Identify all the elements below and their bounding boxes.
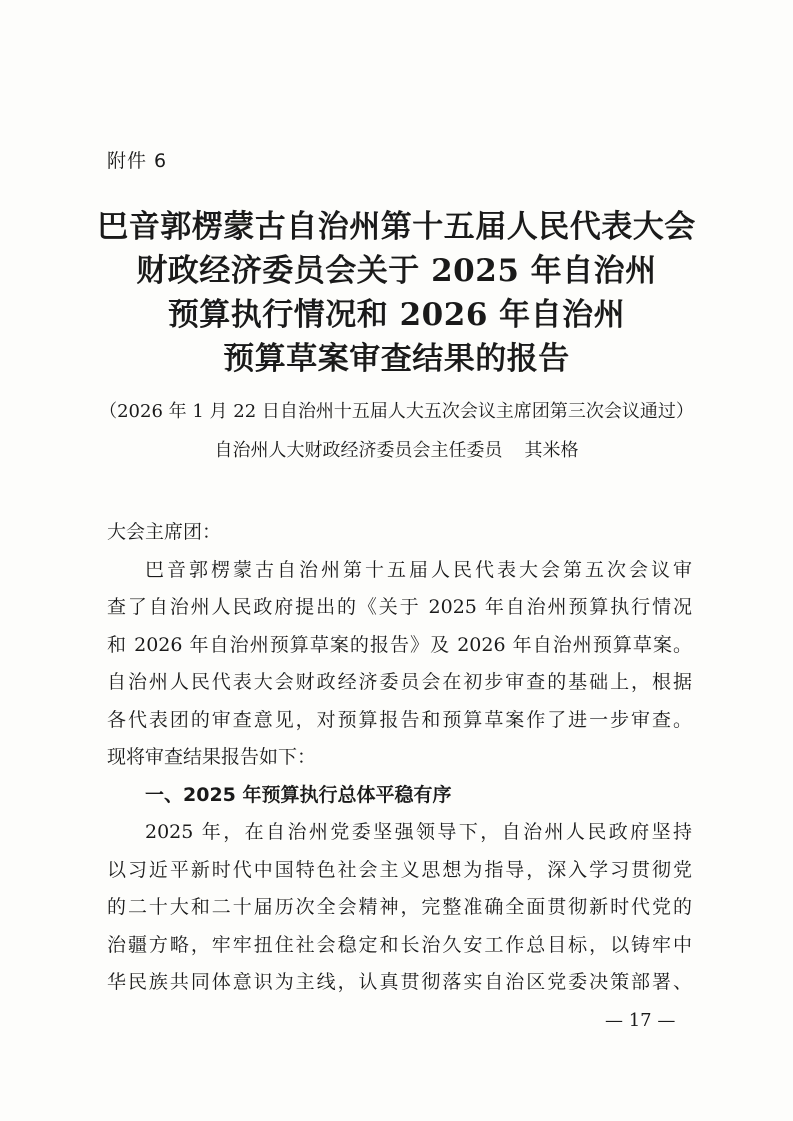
report-body (107, 514, 692, 1002)
paragraph-line: 巴音郭楞蒙古自治州第十五届人民代表大会第五次会议审 (145, 558, 692, 581)
paragraph-line: 自治州人民代表大会财政经济委员会在初步审查的基础上，根据 (107, 671, 692, 693)
paragraph-line: 查了自治州人民政府提出的《关于 2025 年自治州预算执行情况 (107, 596, 692, 618)
paragraph-line: 以习近平新时代中国特色社会主义思想为指导，深入学习贯彻党 (107, 858, 692, 881)
approval-note: （2026 年 1 月 22 日自治州十五届人大五次会议主席团第三次会议通过） (99, 401, 694, 422)
paragraph-line: 治疆方略，牢牢扭住社会稳定和长治久安工作总目标，以铸牢中 (107, 933, 692, 956)
salutation: 大会主席团： (107, 521, 222, 543)
author-line (60, 439, 733, 463)
paragraph-line: 2025 年，在自治州党委坚强领导下，自治州人民政府坚持 (145, 821, 692, 843)
title-line: 财政经济委员会关于 2025 年自治州 (136, 253, 657, 289)
title-line: 巴音郭楞蒙古自治州第十五届人民代表大会 (97, 209, 696, 245)
paragraph-line: 和 2026 年自治州预算草案的报告》及 2026 年自治州预算草案。 (107, 633, 692, 656)
title-line: 预算执行情况和 2026 年自治州 (167, 297, 626, 333)
report-title (60, 205, 733, 381)
attachment-label: 附件 6 (107, 150, 168, 172)
author-name: 其米格 (524, 440, 579, 461)
paragraph-line: 各代表团的审查意见，对预算报告和预算草案作了进一步审查。 (107, 708, 692, 731)
title-line: 预算草案审查结果的报告 (223, 341, 570, 377)
paragraph-line: 的二十大和二十届历次全会精神，完整准确全面贯彻新时代党的 (107, 896, 692, 918)
page-number: — 17 — (605, 1010, 676, 1031)
paragraph-line: 华民族共同体意识为主线，认真贯彻落实自治区党委决策部署、 (107, 971, 692, 993)
author-position: 自治州人大财政经济委员会主任委员 (214, 440, 503, 461)
paragraph-line: 现将审查结果报告如下： (107, 746, 317, 768)
section-heading: 一、2025 年预算执行总体平稳有序 (145, 783, 452, 806)
